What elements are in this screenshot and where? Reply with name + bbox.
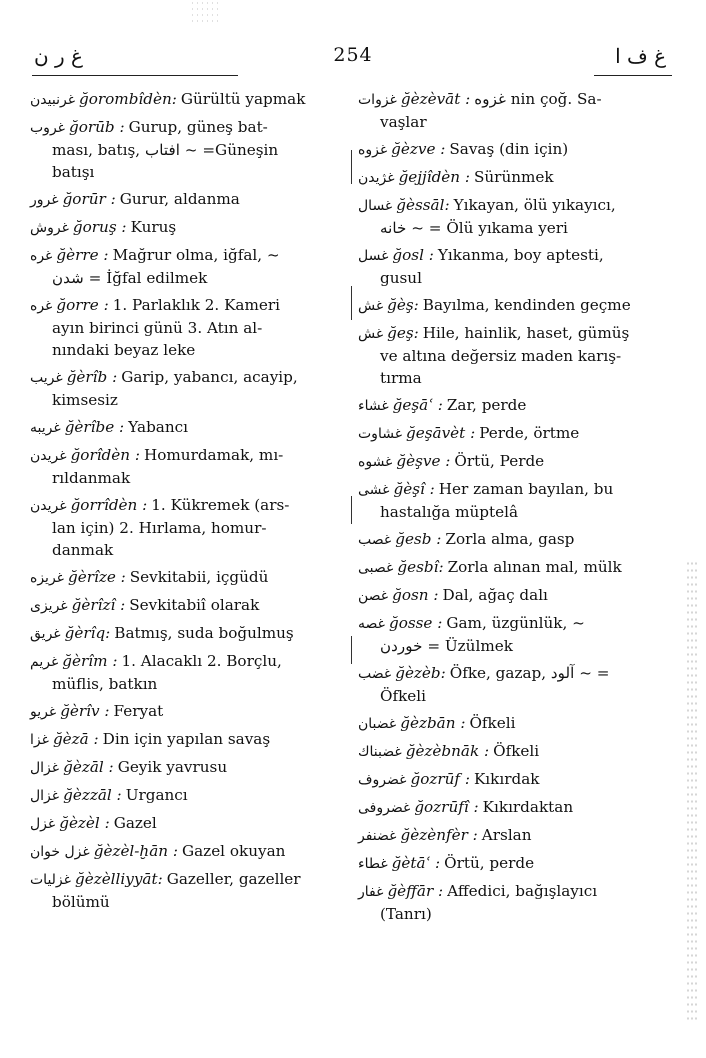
transliteration: ğèzā : bbox=[52, 730, 99, 748]
arabic-headword: غضروف bbox=[358, 772, 407, 788]
dictionary-entry bbox=[358, 824, 670, 847]
column-mark bbox=[351, 286, 352, 320]
transliteration: ğosse : bbox=[388, 614, 443, 632]
transliteration: ğèş: bbox=[387, 296, 419, 314]
arabic-headword: غروش bbox=[30, 220, 69, 236]
definition-line: Sevkitabii, içgüdü bbox=[129, 568, 269, 586]
transliteration: ğeşāʿ : bbox=[392, 396, 443, 414]
dictionary-entry bbox=[30, 812, 344, 835]
definition-line: Gam, üzgünlük, ~ bbox=[446, 614, 585, 632]
arabic-headword: غزلیات bbox=[30, 872, 71, 888]
transliteration: ğoruş : bbox=[72, 218, 127, 236]
dictionary-entry bbox=[358, 394, 670, 417]
definition-line: شدن = İğfal edilmek bbox=[52, 269, 208, 287]
definition-line: Hile, hainlik, haset, gümüş bbox=[422, 324, 630, 342]
dictionary-entry bbox=[30, 494, 344, 561]
arabic-headword: غضبان bbox=[358, 716, 397, 732]
transliteration: ğèrîze : bbox=[68, 568, 126, 586]
transliteration: ğesb : bbox=[395, 530, 442, 548]
dictionary-entry bbox=[358, 852, 670, 875]
arabic-headword: غشی bbox=[358, 482, 390, 498]
definition-line: Öfke, gazap, آلود ~ = bbox=[449, 664, 610, 682]
page-number: 254 bbox=[333, 44, 373, 66]
definition-line: hastalığa müptelâ bbox=[380, 503, 519, 521]
definition-line: danmak bbox=[52, 541, 114, 559]
definition-line: nındaki beyaz leke bbox=[52, 341, 196, 359]
definition-line: ve altına değersiz maden karış- bbox=[380, 347, 622, 365]
arabic-headword: غضروفی bbox=[358, 800, 411, 816]
definition-line: Arslan bbox=[481, 826, 532, 844]
transliteration: ğèffār : bbox=[387, 882, 444, 900]
transliteration: ğorîdèn : bbox=[70, 446, 140, 464]
dictionary-entry bbox=[30, 244, 344, 289]
dictionary-entry bbox=[358, 138, 670, 161]
transliteration: ğeşāvèt : bbox=[406, 424, 476, 442]
definition-line: Urgancı bbox=[125, 786, 188, 804]
definition-line: rıldanmak bbox=[52, 469, 131, 487]
definition-line: خوردن = Üzülmek bbox=[380, 637, 513, 655]
arabic-headword: غریبه bbox=[30, 420, 61, 436]
arabic-headword: غصبی bbox=[358, 560, 394, 576]
dictionary-entry bbox=[30, 216, 344, 239]
dictionary-entry bbox=[358, 740, 670, 763]
transliteration: ğorūb : bbox=[69, 118, 125, 136]
definition-line: batışı bbox=[52, 163, 95, 181]
definition-line: Geyik yavrusu bbox=[117, 758, 228, 776]
definition-line: Zorla alınan mal, mülk bbox=[447, 558, 622, 576]
transliteration: ğejjîdèn : bbox=[398, 168, 470, 186]
definition-line: kimsesiz bbox=[52, 391, 118, 409]
definition-line: غزوه nin çoğ. Sa- bbox=[474, 90, 602, 108]
arabic-headword: غزا bbox=[30, 732, 49, 748]
dictionary-entry bbox=[358, 294, 670, 317]
definition-line: Yıkayan, ölü yıkayıcı, bbox=[453, 196, 616, 214]
arabic-headword: غروب bbox=[30, 120, 65, 136]
right-column bbox=[358, 88, 670, 930]
dictionary-entry bbox=[358, 712, 670, 735]
definition-line: Örtü, Perde bbox=[454, 452, 545, 470]
transliteration: ğèzèbnāk : bbox=[405, 742, 490, 760]
definition-line: Kuruş bbox=[130, 218, 177, 236]
definition-line: Kıkırdaktan bbox=[482, 798, 574, 816]
arabic-headword: غصب bbox=[358, 532, 392, 548]
dictionary-entry bbox=[358, 166, 670, 189]
dictionary-entry bbox=[30, 728, 344, 751]
transliteration: ğèrîm : bbox=[62, 652, 118, 670]
dictionary-entry bbox=[358, 422, 670, 445]
transliteration: ğèzāl : bbox=[63, 758, 114, 776]
definition-line: Kıkırdak bbox=[473, 770, 540, 788]
arabic-headword: غزل bbox=[30, 816, 56, 832]
transliteration: ğorombîdèn: bbox=[79, 90, 177, 108]
transliteration: ğorre : bbox=[56, 296, 109, 314]
transliteration: ğosn : bbox=[392, 586, 439, 604]
dictionary-entry bbox=[30, 366, 344, 411]
transliteration: ğèrîzî : bbox=[71, 596, 126, 614]
arabic-headword: غریزی bbox=[30, 598, 68, 614]
dictionary-entry bbox=[358, 662, 670, 707]
transliteration: ğozrūfî : bbox=[414, 798, 479, 816]
definition-line: Batmış, suda boğulmuş bbox=[114, 624, 294, 642]
arabic-headword: غرنبیدن bbox=[30, 92, 76, 108]
definition-line: Din için yapılan savaş bbox=[102, 730, 271, 748]
definition-line: Öfkeli bbox=[380, 687, 426, 705]
definition-line: Gazel okuyan bbox=[182, 842, 286, 860]
definition-line: bölümü bbox=[52, 893, 110, 911]
dictionary-entry bbox=[358, 450, 670, 473]
left-column bbox=[30, 88, 344, 918]
dictionary-entry bbox=[30, 116, 344, 183]
definition-line: 1. Kükremek (ars- bbox=[151, 496, 290, 514]
transliteration: ğètāʿ : bbox=[391, 854, 441, 872]
arabic-headword: غریزه bbox=[30, 570, 65, 586]
arabic-headword: غش bbox=[358, 326, 384, 342]
transliteration: ğèrre : bbox=[56, 246, 109, 264]
definition-line: (Tanrı) bbox=[380, 905, 432, 923]
definition-line: Perde, örtme bbox=[479, 424, 580, 442]
definition-line: Homurdamak, mı- bbox=[144, 446, 284, 464]
arabic-headword: غریق bbox=[30, 626, 61, 642]
transliteration: ğèrîbe : bbox=[64, 418, 125, 436]
definition-line: Her zaman bayılan, bu bbox=[438, 480, 614, 498]
dictionary-entry bbox=[358, 478, 670, 523]
definition-line: Zar, perde bbox=[446, 396, 527, 414]
dictionary-entry bbox=[358, 244, 670, 289]
dictionary-entry bbox=[358, 88, 670, 133]
arabic-headword: غرور bbox=[30, 192, 59, 208]
dictionary-entry bbox=[358, 796, 670, 819]
transliteration: ğorrîdèn : bbox=[70, 496, 148, 514]
definition-line: Gazel bbox=[113, 814, 157, 832]
arabic-headword: غره bbox=[30, 298, 53, 314]
dictionary-entry bbox=[358, 584, 670, 607]
definition-line: Öfkeli bbox=[469, 714, 516, 732]
arabic-headword: غریب bbox=[30, 370, 63, 386]
arabic-headword: غریم bbox=[30, 654, 59, 670]
arabic-headword: غش bbox=[358, 298, 384, 314]
dictionary-entry bbox=[30, 294, 344, 361]
arabic-headword: غریدن bbox=[30, 498, 67, 514]
dictionary-entry bbox=[30, 444, 344, 489]
definition-line: lan için) 2. Hırlama, homur- bbox=[52, 519, 267, 537]
definition-line: Gurup, güneş bat- bbox=[128, 118, 268, 136]
transliteration: ğèzbān : bbox=[400, 714, 466, 732]
arabic-headword: غشاوت bbox=[358, 426, 403, 442]
transliteration: ğèrîq: bbox=[64, 624, 111, 642]
dictionary-entry bbox=[30, 756, 344, 779]
arabic-headword: غشوه bbox=[358, 454, 393, 470]
header-right-letters: غ ف ا bbox=[615, 44, 666, 68]
definition-line: Öfkeli bbox=[493, 742, 540, 760]
header-rule-right bbox=[594, 75, 672, 76]
definition-line: 1. Alacaklı 2. Borçlu, bbox=[121, 652, 282, 670]
dictionary-entry bbox=[30, 868, 344, 913]
arabic-headword: غضنفر bbox=[358, 828, 397, 844]
arabic-headword: غسل bbox=[358, 248, 389, 264]
definition-line: Gürültü yapmak bbox=[180, 90, 306, 108]
dictionary-entry bbox=[358, 880, 670, 925]
definition-line: Sürünmek bbox=[474, 168, 554, 186]
arabic-headword: غزوه bbox=[358, 142, 388, 158]
definition-line: Bayılma, kendinden geçme bbox=[422, 296, 631, 314]
transliteration: ğèzèl : bbox=[59, 814, 110, 832]
transliteration: ğèssāl: bbox=[396, 196, 450, 214]
header-left-letters: غ ر ن bbox=[34, 44, 83, 68]
arabic-headword: غژیدن bbox=[358, 170, 395, 186]
transliteration: ğorūr : bbox=[62, 190, 116, 208]
definition-line: vaşlar bbox=[380, 113, 427, 131]
arabic-headword: غصه bbox=[358, 616, 385, 632]
transliteration: ğèrîb : bbox=[66, 368, 118, 386]
definition-line: خانه ~ = Ölü yıkama yeri bbox=[380, 219, 568, 237]
dictionary-entry bbox=[30, 594, 344, 617]
dictionary-entry bbox=[30, 840, 344, 863]
dictionary-entry bbox=[30, 622, 344, 645]
transliteration: ğesbî: bbox=[397, 558, 444, 576]
definition-line: Dal, ağaç dalı bbox=[442, 586, 548, 604]
header-rule-left bbox=[32, 75, 238, 76]
definition-line: Garip, yabancı, acayip, bbox=[121, 368, 298, 386]
definition-line: Gazeller, gazeller bbox=[166, 870, 301, 888]
column-mark bbox=[351, 496, 352, 524]
definition-line: Savaş (din için) bbox=[449, 140, 569, 158]
dictionary-entry bbox=[358, 768, 670, 791]
definition-line: Zorla alma, gasp bbox=[445, 530, 575, 548]
arabic-headword: غزال bbox=[30, 760, 60, 776]
arabic-headword: غصن bbox=[358, 588, 389, 604]
dictionary-entry bbox=[358, 194, 670, 239]
arabic-headword: غره bbox=[30, 248, 53, 264]
transliteration: ğosl : bbox=[392, 246, 434, 264]
column-mark bbox=[351, 150, 352, 184]
dictionary-entry bbox=[358, 528, 670, 551]
dictionary-entry bbox=[30, 566, 344, 589]
definition-line: ması, batış, افتاب ~ =Güneşin bbox=[52, 141, 279, 159]
arabic-headword: غزال bbox=[30, 788, 60, 804]
definition-line: Yıkanma, boy aptesti, bbox=[437, 246, 604, 264]
transliteration: ğèzèlliyyāt: bbox=[74, 870, 163, 888]
arabic-headword: غطاء bbox=[358, 856, 388, 872]
arabic-headword: غریو bbox=[30, 704, 57, 720]
arabic-headword: غضبناك bbox=[358, 744, 402, 760]
arabic-headword: غفار bbox=[358, 884, 384, 900]
dictionary-entry bbox=[30, 88, 344, 111]
dictionary-entry bbox=[30, 650, 344, 695]
dictionary-entry bbox=[30, 700, 344, 723]
dictionary-entry bbox=[358, 322, 670, 389]
definition-line: gusul bbox=[380, 269, 422, 287]
transliteration: ğèzèvāt : bbox=[400, 90, 471, 108]
arabic-headword: غضب bbox=[358, 666, 392, 682]
dictionary-entry bbox=[30, 784, 344, 807]
definition-line: ayın birinci günü 3. Atın al- bbox=[52, 319, 263, 337]
dictionary-entry bbox=[30, 188, 344, 211]
arabic-headword: غریدن bbox=[30, 448, 67, 464]
transliteration: ğèrîv : bbox=[60, 702, 110, 720]
arabic-headword: غسال bbox=[358, 198, 393, 214]
transliteration: ğèzèl-ḫān : bbox=[93, 842, 178, 860]
definition-line: Affedici, bağışlayıcı bbox=[447, 882, 598, 900]
arabic-headword: غزل خوان bbox=[30, 844, 90, 860]
transliteration: ğeş: bbox=[387, 324, 419, 342]
definition-line: Gurur, aldanma bbox=[119, 190, 240, 208]
dictionary-entry bbox=[358, 612, 670, 657]
transliteration: ğèzzāl : bbox=[63, 786, 122, 804]
definition-line: Örtü, perde bbox=[444, 854, 535, 872]
transliteration: ğèzve : bbox=[391, 140, 446, 158]
definition-line: 1. Parlaklık 2. Kameri bbox=[112, 296, 280, 314]
definition-line: tırma bbox=[380, 369, 422, 387]
definition-line: müflis, batkın bbox=[52, 675, 158, 693]
column-mark bbox=[351, 636, 352, 664]
scan-noise bbox=[686, 560, 698, 1020]
scan-noise bbox=[190, 0, 220, 24]
definition-line: Mağrur olma, iğfal, ~ bbox=[112, 246, 280, 264]
arabic-headword: غشاء bbox=[358, 398, 389, 414]
transliteration: ğèşî : bbox=[393, 480, 435, 498]
transliteration: ğèşve : bbox=[396, 452, 451, 470]
arabic-headword: غزوات bbox=[358, 92, 397, 108]
definition-line: Feryat bbox=[113, 702, 164, 720]
dictionary-entry bbox=[30, 416, 344, 439]
dictionary-entry bbox=[358, 556, 670, 579]
definition-line: Yabancı bbox=[128, 418, 188, 436]
transliteration: ğèzènfèr : bbox=[400, 826, 478, 844]
definition-line: Sevkitabiî olarak bbox=[129, 596, 260, 614]
transliteration: ğozrūf : bbox=[410, 770, 470, 788]
transliteration: ğèzèb: bbox=[395, 664, 446, 682]
